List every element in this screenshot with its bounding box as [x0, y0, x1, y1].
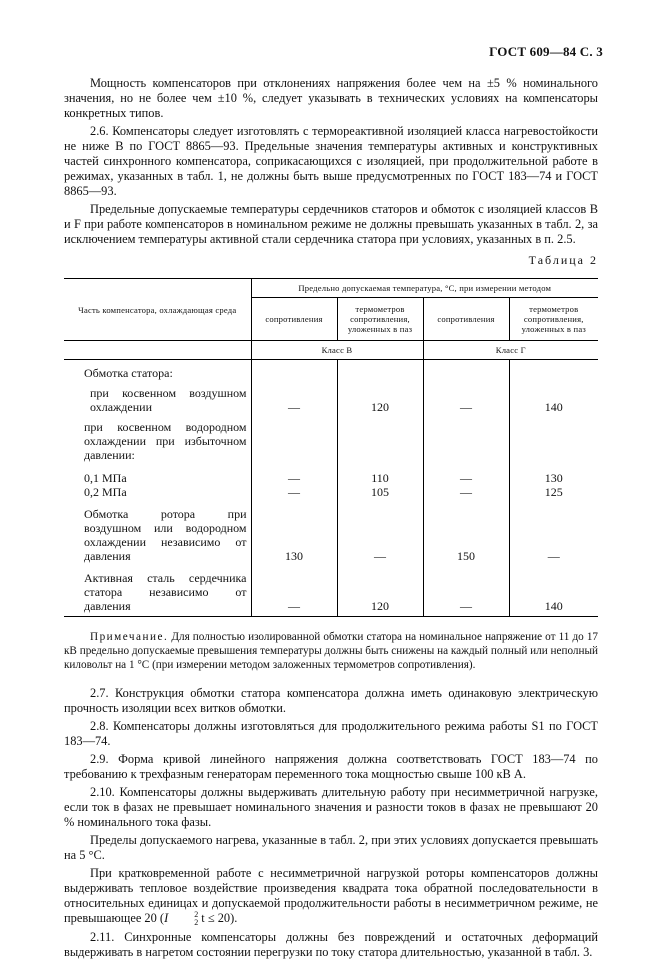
- document-body: [64, 76, 598, 963]
- row-value: —: [423, 485, 509, 499]
- row-value: —: [509, 499, 598, 563]
- row-value: 130: [251, 499, 337, 563]
- paragraph-power-deviation: Мощность компенсаторов при отклонениях напряжения более чем на ±5 % номинального значения, но не более чем ±10 %, следует указывать в технических условиях на компенсаторы конкретных типов.: [64, 76, 598, 120]
- row-value: 120: [337, 563, 423, 617]
- row-value: —: [251, 462, 337, 485]
- row-value: 130: [509, 462, 598, 485]
- paragraph-short-term-work: [64, 866, 598, 927]
- page-header: ГОСТ 609—84 С. 3: [489, 44, 603, 59]
- paragraph-heat-limits: Пределы допускаемого нагрева, указанные в табл. 2, при этих условиях допускается превышать на 5 °С.: [64, 833, 598, 862]
- header-part: Часть компенсатора, охлаждающая среда: [64, 279, 251, 341]
- header-resistance-b: сопротивления: [251, 298, 337, 341]
- row-value: —: [423, 462, 509, 485]
- row-value: 125: [509, 485, 598, 499]
- row-label: 0,2 МПа: [84, 485, 127, 499]
- paragraph-2-6: 2.6. Компенсаторы следует изготовлять с термореактивной изоляцией класса нагревостойкости не ниже В по ГОСТ 8865—93. Предельные значения температуры активных и конструктивных частей синхронного компенсатора, соприкасающихся с изоляцией, при продолжительной работе в режимах, указанных в табл. 1, не должны быть выше предусмотренных по ГОСТ 183—74 и ГОСТ 8865—93.: [64, 124, 598, 198]
- row-value: [337, 360, 423, 381]
- row-label: при косвенном водородном охлаждении при избыточном давлении:: [84, 420, 247, 462]
- row-value: 150: [423, 499, 509, 563]
- row-value: —: [423, 380, 509, 414]
- row-value: [423, 360, 509, 381]
- row-label: Обмотка статора:: [84, 366, 173, 380]
- row-value: [509, 414, 598, 462]
- header-class-empty: [64, 341, 251, 360]
- row-value: 140: [509, 380, 598, 414]
- header-thermometers-b: термометров сопротивления, уложенных в паз: [337, 298, 423, 341]
- header-class-b: Класс В: [251, 341, 423, 360]
- temperature-table: [64, 278, 598, 617]
- row-value: [423, 414, 509, 462]
- paragraph-limit-temperatures: Предельные допускаемые температуры сердечников статоров и обмоток с изоляцией классов В и F при работе компенсаторов в номинальном режиме не должны превышать указанных в табл. 2, за исключением температуры активной стали сердечника статора при условиях, указанных в п. 2.5.: [64, 202, 598, 246]
- row-value: 105: [337, 485, 423, 499]
- table-note: [64, 630, 598, 672]
- note-text: Для полностью изолированной обмотки статора на номинальное напряжение от 11 до 17 кВ предельно допускаемые превышения температуры должны быть снижены на каждый полный или неполный киловольт на 1 °С (при измерении методом заложенных термометров сопротивления).: [64, 631, 599, 671]
- row-label: Обмотка ротора при воздушном или водородном охлаждении независимо от давления: [84, 507, 247, 563]
- row-value: —: [251, 563, 337, 617]
- row-value: 140: [509, 563, 598, 617]
- row-value: 110: [337, 462, 423, 485]
- row-label: 0,1 МПа: [84, 471, 127, 485]
- row-label: при косвенном воздушном охлаждении: [90, 386, 247, 414]
- paragraph-2-8: 2.8. Компенсаторы должны изготовляться для продолжительного режима работы S1 по ГОСТ 183—74.: [64, 719, 598, 748]
- header-thermometers-g: термометров сопротивления, уложенных в паз: [509, 298, 598, 341]
- paragraph-2-9: 2.9. Форма кривой линейного напряжения должна соответствовать ГОСТ 183—74 по требованию к трехфазным генераторам переменного тока мощностью свыше 100 кВ А.: [64, 752, 598, 781]
- row-value: [251, 360, 337, 381]
- row-label: Активная сталь сердечника статора независимо от давления: [64, 563, 251, 617]
- row-value: [509, 360, 598, 381]
- paragraph-2-10: 2.10. Компенсаторы должны выдерживать длительную работу при несимметричной нагрузке, если ток в фазах не превышает номинального значения и разности токов в фазах не превышают 20 % номинального тока фазы.: [64, 785, 598, 829]
- formula-rest: t ≤ 20).: [198, 911, 238, 925]
- table-caption: Таблица 2: [528, 253, 598, 267]
- formula-current: I: [164, 911, 169, 925]
- formula-lead-text: При кратковременной работе с несимметричной нагрузкой роторы компенсаторов должны выдерживать тепловое воздействие произведения квадрата тока обратной последовательности в относительных единицах и допускаемой продолжительности работы в несимметричном режиме, не превышающее 20 (: [64, 866, 598, 925]
- row-value: 120: [337, 380, 423, 414]
- paragraph-2-11: 2.11. Синхронные компенсаторы должны без повреждений и остаточных деформаций выдерживать в нагретом состоянии перегрузки по току статора длительностью, указанной в табл. 3.: [64, 930, 598, 960]
- formula-superscript: 2: [194, 910, 199, 920]
- row-value: [251, 414, 337, 462]
- header-group: Предельно допускаемая температура, °С, при измерении методом: [251, 279, 598, 298]
- row-value: —: [423, 563, 509, 617]
- header-resistance-g: сопротивления: [423, 298, 509, 341]
- row-value: [337, 414, 423, 462]
- row-value: —: [337, 499, 423, 563]
- header-class-g: Класс Г: [423, 341, 598, 360]
- formula-subscript: 2: [194, 918, 199, 928]
- section-after-table: [64, 686, 598, 960]
- paragraph-2-7: 2.7. Конструкция обмотки статора компенсатора должна иметь одинаковую электрическую прочность изоляции всех витков обмотки.: [64, 686, 598, 715]
- note-label: Примечание.: [90, 631, 169, 643]
- row-value: —: [251, 380, 337, 414]
- row-value: —: [251, 485, 337, 499]
